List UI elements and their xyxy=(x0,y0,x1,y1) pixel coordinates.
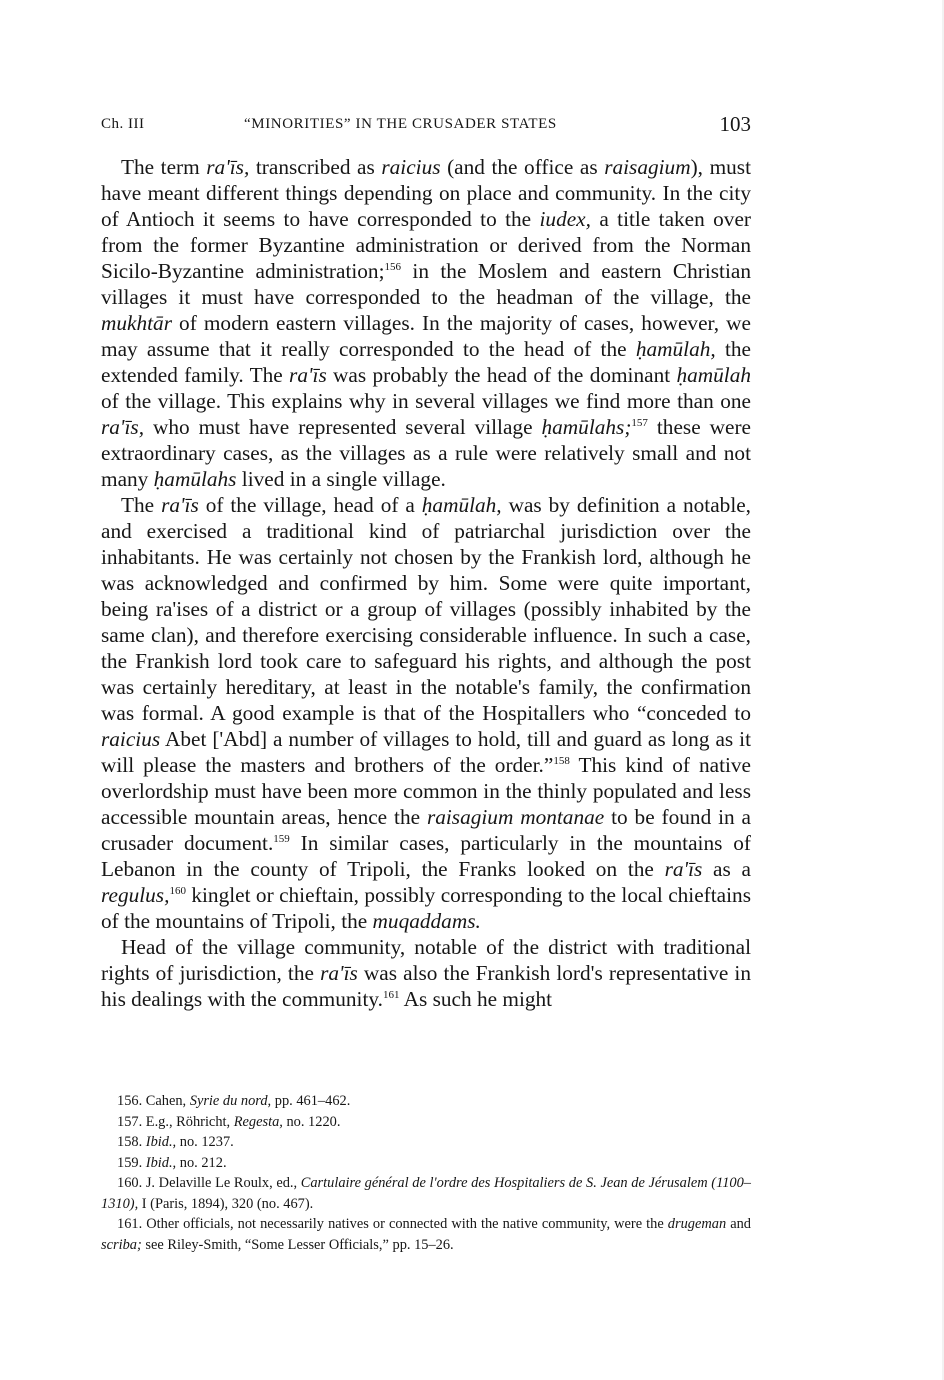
text-run: who must have represented several village xyxy=(144,415,542,439)
text-run: 156. Cahen, xyxy=(117,1093,190,1109)
italic-run: ra'īs xyxy=(320,961,358,985)
italic-run: ḥamūlah, xyxy=(635,337,716,361)
footnote xyxy=(101,1091,751,1112)
footnote xyxy=(101,1112,751,1133)
italic-run: ḥamūlah xyxy=(676,363,751,387)
footnote-marker: 158 xyxy=(553,754,570,767)
italic-run: ra'īs xyxy=(289,363,327,387)
text-run: transcribed as xyxy=(249,155,382,179)
text-run: As such he might xyxy=(399,987,553,1011)
text-run: The term xyxy=(121,155,207,179)
running-title: “MINORITIES” IN THE CRUSADER STATES xyxy=(244,116,557,132)
text-run: Abet ['Abd] a number of villages to hold, till and guard as long as it will please the masters and brothers of the order.” xyxy=(101,727,751,777)
italic-run: ḥamūlahs; xyxy=(541,415,632,439)
text-run: 157. E.g., Röhricht, xyxy=(117,1113,234,1130)
text-run: of the village, head of a xyxy=(198,493,422,517)
text-run: and xyxy=(726,1216,751,1232)
text-run: no. 212. xyxy=(176,1154,227,1171)
body-text xyxy=(101,154,751,1012)
italic-run: muqaddams. xyxy=(372,909,481,933)
text-run: This kind of native overlordship must have been more common in the thinly populated and less accessible mountain areas, hence the xyxy=(101,753,752,829)
italic-run: ḥamūlahs xyxy=(153,467,237,491)
italic-run: Cartulaire général de l'ordre des Hospitaliers de S. Jean de Jérusalem (1100–1310), xyxy=(101,1175,751,1212)
text-run: (and the office as xyxy=(440,155,605,179)
text-run: 159. xyxy=(117,1154,146,1171)
footnote-marker: 159 xyxy=(273,832,290,845)
text-run: of the village. This explains why in several villages we find more than one xyxy=(101,389,751,413)
text-run: no. 1237. xyxy=(176,1134,234,1150)
italic-run: raicius xyxy=(381,155,441,179)
text-run: as a xyxy=(702,857,751,881)
italic-run: ra'īs, xyxy=(101,415,145,439)
page-number: 103 xyxy=(719,112,751,136)
text-run: Head of the village community, notable of the district with traditional rights of jurisdiction, the xyxy=(101,935,751,985)
text-run: of modern eastern villages. In the majority of cases, however, we may assume that it really corresponded to the head of the xyxy=(101,311,751,361)
footnote xyxy=(101,1214,751,1255)
italic-run: drugeman xyxy=(667,1216,727,1232)
text-run: pp. 461–462. xyxy=(271,1093,351,1109)
italic-run: raisagium xyxy=(604,155,691,179)
italic-run: raisagium montanae xyxy=(426,805,605,829)
text-run: was by definition a notable, and exercised a traditional kind of patriarchal jurisdiction over the inhabitants. He was certainly not chosen by the Frankish lord, although he was acknowledged and confirmed by him. Some were quite important, being ra'ises of a district or a group of villages (possibly inhabited by the same clan), and therefore exercising considerable influence. In such a case, the Frankish lord took care to safeguard his rights, and although the post was certainly hereditary, at least in the notable's family, the confirmation was formal. A good example is that of the Hospitallers who “conceded to xyxy=(101,493,752,725)
paragraph xyxy=(101,934,751,1012)
italic-run: ra'īs xyxy=(161,493,199,517)
footnote-marker: 161 xyxy=(382,988,400,1001)
italic-run: iudex, xyxy=(539,207,591,231)
text-run: 160. J. Delaville Le Roulx, ed., xyxy=(117,1175,301,1191)
text-run: ), must have meant different things depending on place and community. In the city of Antioch it seems to have corresponded to the xyxy=(101,155,751,231)
text-run: these were extraordinary cases, as the villages as a rule were relatively small and not many xyxy=(101,415,751,491)
footnote xyxy=(101,1153,751,1174)
chapter-label: Ch. III xyxy=(101,116,145,132)
italic-run: Regesta, xyxy=(233,1113,283,1130)
footnote xyxy=(101,1132,751,1153)
text-run: see Riley-Smith, “Some Lesser Officials,” pp. 15–26. xyxy=(141,1236,454,1253)
text-run: in the Moslem and eastern Christian villages it must have corresponded to the headman of the village, the xyxy=(101,259,751,309)
text-run: no. 1220. xyxy=(282,1113,341,1130)
footnote-marker: 160 xyxy=(169,884,186,897)
italic-run: Ibid., xyxy=(145,1154,177,1171)
footnote xyxy=(101,1173,751,1214)
italic-run: Syrie du nord, xyxy=(189,1093,272,1109)
text-run: was also the Frankish lord's representative in his dealings with the community. xyxy=(101,961,751,1011)
text-run: In similar cases, particularly in the mountains of Lebanon in the county of Tripoli, the Franks looked on the xyxy=(101,831,751,881)
text-run: a title taken over from the former Byzantine administration or derived from the Norman Sicilo-Byzantine administration; xyxy=(101,207,752,283)
text-run: was probably the head of the dominant xyxy=(326,363,677,387)
text-run: 161. Other officials, not necessarily natives or connected with the native community, were the xyxy=(117,1216,668,1232)
italic-run: Ibid., xyxy=(145,1134,177,1150)
footnotes xyxy=(101,1091,751,1255)
paragraph xyxy=(101,492,751,934)
text-run: lived in a single village. xyxy=(236,467,446,491)
text-run: kinglet or chieftain, possibly corresponding to the local chieftains of the mountains of Tripoli, the xyxy=(101,883,751,933)
italic-run: ḥamūlah, xyxy=(421,493,502,517)
italic-run: scriba; xyxy=(101,1236,142,1253)
text-run: to be found in a crusader document. xyxy=(101,805,751,855)
text-run: the extended family. The xyxy=(101,337,751,387)
italic-run: ra'īs xyxy=(664,857,703,881)
footnote-marker: 157 xyxy=(631,416,648,429)
italic-run: raicius xyxy=(101,727,161,751)
running-header xyxy=(101,112,751,142)
italic-run: mukhtār xyxy=(101,311,172,335)
italic-run: ra'īs, xyxy=(206,155,250,179)
paragraph xyxy=(101,154,751,492)
italic-run: regulus, xyxy=(101,883,170,907)
footnote-marker: 156 xyxy=(384,260,401,273)
text-run: The xyxy=(121,493,162,517)
text-run: I (Paris, 1894), 320 (no. 467). xyxy=(138,1195,314,1212)
text-run: 158. xyxy=(117,1134,146,1150)
